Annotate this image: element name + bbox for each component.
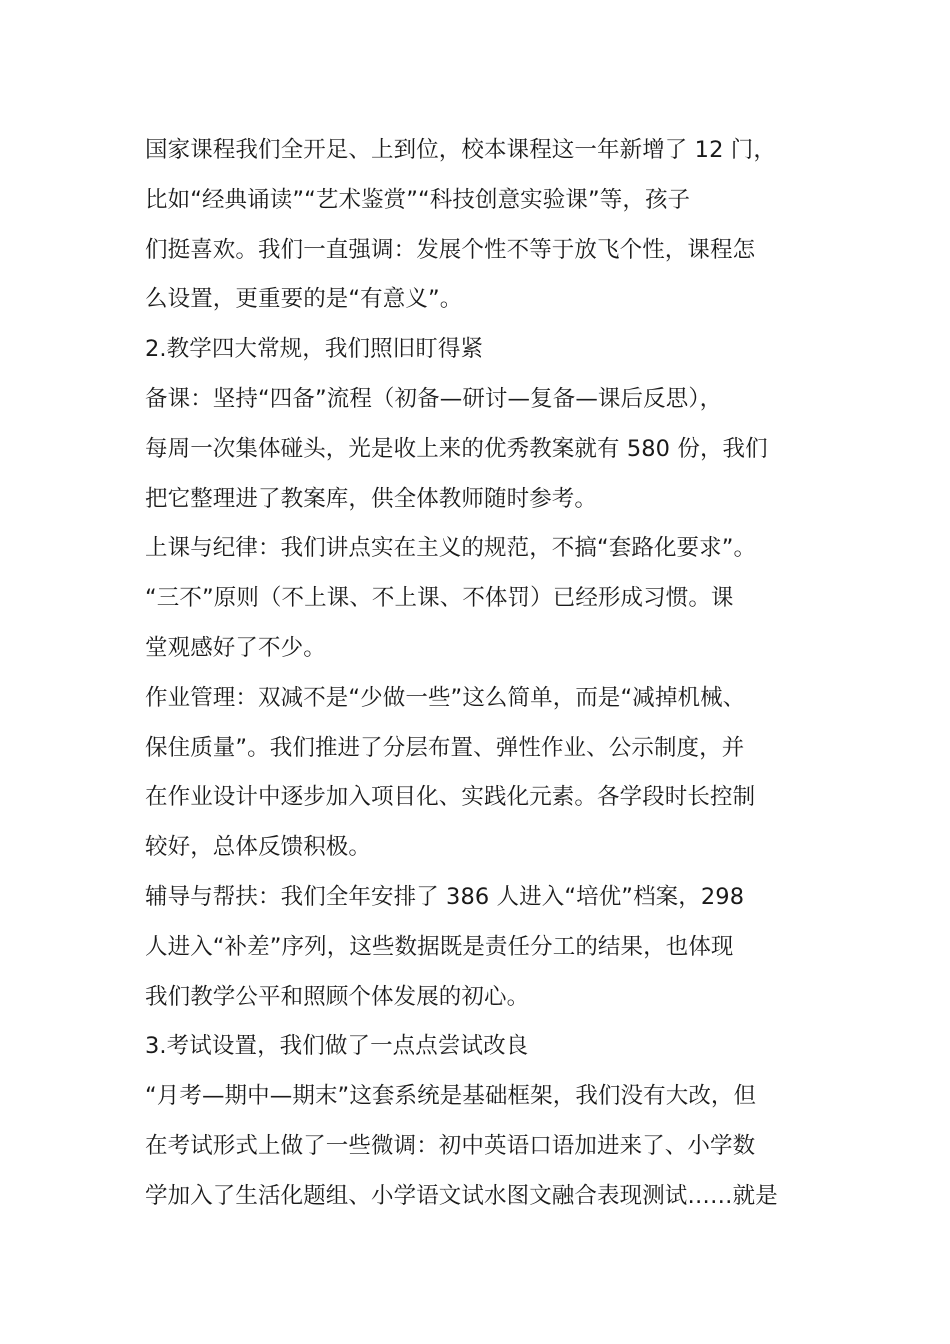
text-line: 我们教学公平和照顾个体发展的初心。 <box>145 983 530 1010</box>
text-line: 上课与纪律：我们讲点实在主义的规范，不搞“套路化要求”。 <box>145 535 757 562</box>
text-line: 作业管理：双减不是“少做一些”这么简单，而是“减掉机械、 <box>145 684 746 711</box>
text-line: 堂观感好了不少。 <box>145 634 326 661</box>
text-line: 辅导与帮扶：我们全年安排了 386 人进入“培优”档案，298 <box>145 883 745 910</box>
section-heading: 2.教学四大常规，我们照旧盯得紧 <box>145 336 484 363</box>
text-line: 较好，总体反馈积极。 <box>145 834 372 861</box>
text-line: 么设置，更重要的是“有意义”。 <box>145 286 463 313</box>
text-line: 比如“经典诵读”“艺术鉴赏”“科技创意实验课”等，孩子 <box>145 186 691 213</box>
text-line: 备课：坚持“四备”流程（初备—研讨—复备—课后反思）， <box>145 385 723 412</box>
text-line: 国家课程我们全开足、上到位，校本课程这一年新增了 12 门， <box>145 137 776 163</box>
text-line: “月考—期中—期末”这套系统是基础框架，我们没有大改，但 <box>145 1083 757 1110</box>
text-line: 在考试形式上做了一些微调：初中英语口语加进来了、小学数 <box>145 1132 756 1159</box>
text-line: 人进入“补差”序列，这些数据既是责任分工的结果，也体现 <box>145 933 734 960</box>
text-line: “三不”原则（不上课、不上课、不体罚）已经形成习惯。课 <box>145 585 734 612</box>
text-line: 在作业设计中逐步加入项目化、实践化元素。各学段时长控制 <box>145 784 756 811</box>
text-line: 把它整理进了教案库，供全体教师随时参考。 <box>145 485 598 512</box>
text-line: 学加入了生活化题组、小学语文试水图文融合表现测试……就是 <box>145 1182 778 1209</box>
document-body <box>145 126 835 1222</box>
section-heading: 3.考试设置，我们做了一点点尝试改良 <box>145 1033 529 1060</box>
text-line: 保住质量”。我们推进了分层布置、弹性作业、公示制度，并 <box>145 734 745 761</box>
text-line: 每周一次集体碰头，光是收上来的优秀教案就有 580 份，我们 <box>145 435 768 462</box>
text-line: 们挺喜欢。我们一直强调：发展个性不等于放飞个性，课程怎 <box>145 236 756 263</box>
